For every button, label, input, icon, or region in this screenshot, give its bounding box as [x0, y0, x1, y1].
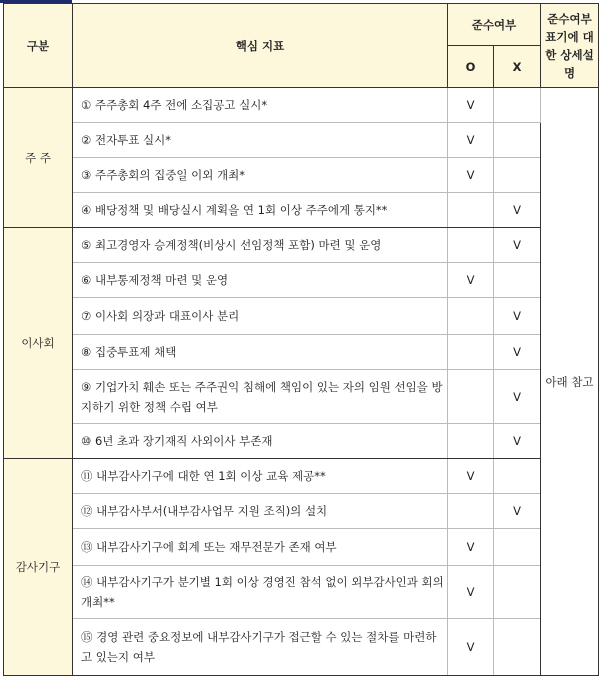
- compliance-x: [494, 158, 541, 193]
- indicator-text: ⑦ 이사회 의장과 대표이사 분리: [73, 298, 448, 335]
- compliance-o: V: [448, 529, 494, 566]
- table-row: [4, 263, 599, 298]
- compliance-o: V: [448, 88, 494, 123]
- header-x: X: [494, 46, 541, 88]
- compliance-o: [448, 370, 494, 424]
- compliance-o: [448, 228, 494, 263]
- section-category: 감사기구: [4, 459, 73, 676]
- compliance-o: V: [448, 158, 494, 193]
- compliance-o: [448, 424, 494, 459]
- compliance-o: [448, 298, 494, 335]
- table-row: [4, 619, 599, 676]
- detail-note: 아래 참고: [541, 88, 599, 676]
- indicator-text: ③ 주주총회의 집중일 이외 개최*: [73, 158, 448, 193]
- compliance-o: V: [448, 459, 494, 494]
- section-category: 주 주: [4, 88, 73, 228]
- indicator-text: ⑥ 내부통제정책 마련 및 운영: [73, 263, 448, 298]
- table-row: [4, 193, 599, 228]
- compliance-x: V: [494, 298, 541, 335]
- table-row: [4, 424, 599, 459]
- compliance-x: [494, 566, 541, 619]
- indicator-text: ⑭ 내부감사기구가 분기별 1회 이상 경영진 참석 없이 외부감사인과 회의 개최**: [73, 566, 448, 619]
- table-row: [4, 494, 599, 529]
- governance-table: [3, 3, 599, 676]
- indicator-text: ⑨ 기업가치 훼손 또는 주주권익 침해에 책임이 있는 자의 임원 선임을 방지하기 위한 정책 수립 여부: [73, 370, 448, 424]
- table-row: [4, 88, 599, 123]
- table-row: [4, 228, 599, 263]
- indicator-text: ④ 배당정책 및 배당실시 계획을 연 1회 이상 주주에게 통지**: [73, 193, 448, 228]
- indicator-text: ⑪ 내부감사기구에 대한 연 1회 이상 교육 제공**: [73, 459, 448, 494]
- compliance-x: [494, 263, 541, 298]
- header-indicator: 핵심 지표: [73, 4, 448, 88]
- table-row: [4, 335, 599, 370]
- header-o: O: [448, 46, 494, 88]
- compliance-x: [494, 619, 541, 676]
- header-detail: 준수여부 표기에 대한 상세설명: [541, 4, 599, 88]
- indicator-text: ⑬ 내부감사기구에 회계 또는 재무전문가 존재 여부: [73, 529, 448, 566]
- table-row: [4, 298, 599, 335]
- compliance-x: [494, 88, 541, 123]
- table-row: [4, 123, 599, 158]
- compliance-x: V: [494, 494, 541, 529]
- compliance-x: V: [494, 228, 541, 263]
- compliance-x: V: [494, 424, 541, 459]
- table-row: [4, 529, 599, 566]
- compliance-x: [494, 529, 541, 566]
- compliance-o: V: [448, 263, 494, 298]
- indicator-text: ⑮ 경영 관련 중요정보에 내부감사기구가 접근할 수 있는 절차를 마련하고 있는지 여부: [73, 619, 448, 676]
- indicator-text: ⑧ 집중투표제 채택: [73, 335, 448, 370]
- header-compliance: 준수여부: [448, 4, 541, 46]
- indicator-text: ⑫ 내부감사부서(내부감사업무 지원 조직)의 설치: [73, 494, 448, 529]
- indicator-text: ① 주주총회 4주 전에 소집공고 실시*: [73, 88, 448, 123]
- compliance-x: V: [494, 335, 541, 370]
- header-category: 구분: [4, 4, 73, 88]
- table-row: [4, 158, 599, 193]
- compliance-o: [448, 335, 494, 370]
- table-row: [4, 459, 599, 494]
- compliance-x: [494, 459, 541, 494]
- indicator-text: ⑩ 6년 초과 장기재직 사외이사 부존재: [73, 424, 448, 459]
- compliance-x: [494, 123, 541, 158]
- table-row: [4, 566, 599, 619]
- compliance-x: V: [494, 193, 541, 228]
- table-row: [4, 370, 599, 424]
- compliance-o: V: [448, 566, 494, 619]
- compliance-o: [448, 494, 494, 529]
- section-category: 이사회: [4, 228, 73, 459]
- indicator-text: ② 전자투표 실시*: [73, 123, 448, 158]
- compliance-o: [448, 193, 494, 228]
- compliance-o: V: [448, 123, 494, 158]
- indicator-text: ⑤ 최고경영자 승계정책(비상시 선임정책 포함) 마련 및 운영: [73, 228, 448, 263]
- compliance-x: V: [494, 370, 541, 424]
- compliance-o: V: [448, 619, 494, 676]
